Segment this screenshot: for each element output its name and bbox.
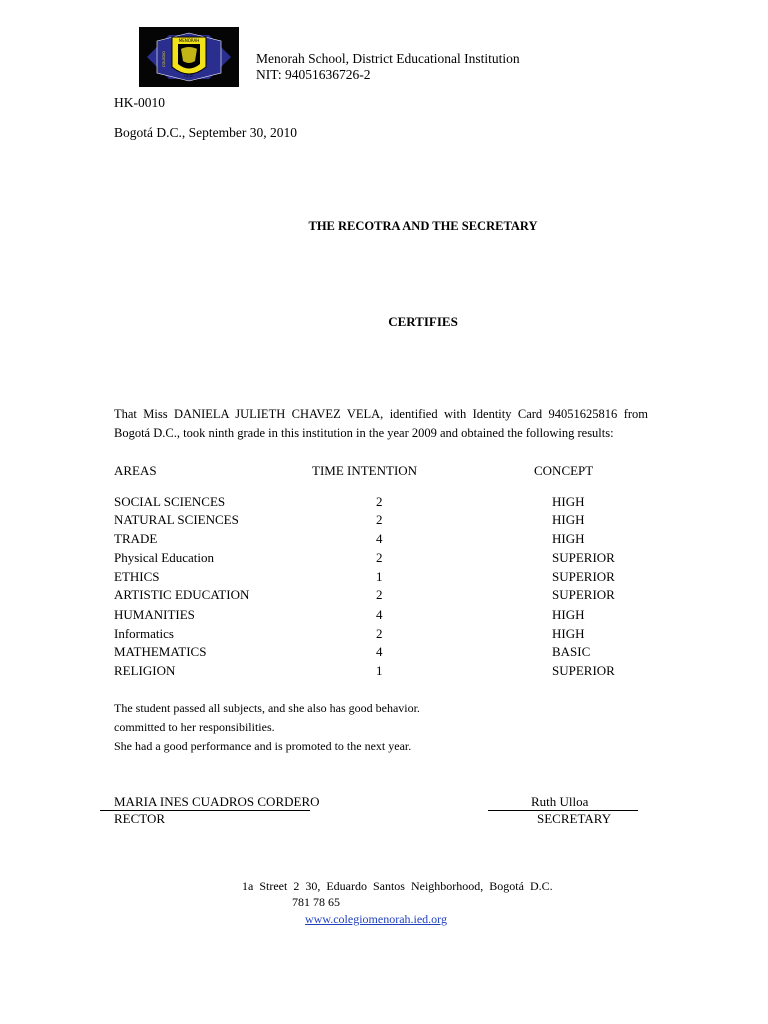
school-logo bbox=[139, 27, 239, 87]
table-row bbox=[114, 626, 674, 645]
concept-cell: HIGH bbox=[552, 512, 585, 527]
concept-cell: SUPERIOR bbox=[552, 663, 615, 678]
table-row bbox=[114, 644, 674, 663]
column-header-areas: AREAS bbox=[114, 463, 157, 478]
time-cell: 1 bbox=[376, 663, 383, 678]
closing-line-3: She had a good performance and is promoted to the next year. bbox=[114, 739, 412, 753]
concept-cell: HIGH bbox=[552, 607, 585, 622]
area-cell: Informatics bbox=[114, 626, 174, 641]
area-cell: ETHICS bbox=[114, 569, 160, 584]
table-row bbox=[114, 607, 674, 626]
table-row bbox=[114, 663, 674, 682]
footer-website-link[interactable]: www.colegiomenorah.ied.org bbox=[305, 912, 447, 926]
time-cell: 1 bbox=[376, 569, 383, 584]
concept-cell: SUPERIOR bbox=[552, 569, 615, 584]
concept-cell: SUPERIOR bbox=[552, 587, 615, 602]
area-cell: ARTISTIC EDUCATION bbox=[114, 587, 250, 602]
secretary-name: Ruth Ulloa bbox=[531, 794, 589, 809]
time-cell: 2 bbox=[376, 494, 383, 509]
rector-name: MARIA INES CUADROS CORDERO bbox=[114, 794, 320, 809]
closing-line-2: committed to her responsibilities. bbox=[114, 720, 275, 734]
school-crest-icon bbox=[139, 27, 239, 87]
school-name: Menorah School, District Educational Institution bbox=[256, 51, 520, 66]
closing-line-1: The student passed all subjects, and she also has good behavior. bbox=[114, 701, 420, 715]
document-title: THE RECOTRA AND THE SECRETARY bbox=[308, 219, 538, 233]
area-cell: MATHEMATICS bbox=[114, 644, 207, 659]
footer-address: 1a Street 2 30, Eduardo Santos Neighborhood, Bogotá D.C. bbox=[242, 879, 553, 893]
concept-cell: BASIC bbox=[552, 644, 591, 659]
area-cell: RELIGION bbox=[114, 663, 176, 678]
rector-role: RECTOR bbox=[114, 811, 166, 826]
table-row bbox=[114, 494, 674, 513]
time-cell: 2 bbox=[376, 512, 383, 527]
date-line: Bogotá D.C., September 30, 2010 bbox=[114, 125, 297, 140]
table-row bbox=[114, 512, 674, 531]
school-nit: NIT: 94051636726-2 bbox=[256, 67, 371, 82]
logo-text-top: MENORAH bbox=[178, 38, 200, 43]
secretary-role: SECRETARY bbox=[537, 811, 612, 826]
logo-text-left: COLEGIO bbox=[162, 51, 166, 67]
time-cell: 2 bbox=[376, 550, 383, 565]
area-cell: NATURAL SCIENCES bbox=[114, 512, 239, 527]
table-row bbox=[114, 531, 674, 550]
table-row bbox=[114, 587, 674, 606]
letterhead bbox=[256, 51, 520, 83]
table-row bbox=[114, 569, 674, 588]
concept-cell: SUPERIOR bbox=[552, 550, 615, 565]
results-table-header bbox=[114, 463, 674, 482]
concept-cell: HIGH bbox=[552, 494, 585, 509]
column-header-concept: CONCEPT bbox=[534, 463, 594, 478]
area-cell: SOCIAL SCIENCES bbox=[114, 494, 226, 509]
time-cell: 4 bbox=[376, 531, 383, 546]
area-cell: HUMANITIES bbox=[114, 607, 195, 622]
concept-cell: HIGH bbox=[552, 626, 585, 641]
time-cell: 2 bbox=[376, 626, 383, 641]
area-cell: TRADE bbox=[114, 531, 158, 546]
certificate-body: That Miss DANIELA JULIETH CHAVEZ VELA, identified with Identity Card 94051625816 from Bogotá D.C., took ninth grade in this institution in the year 2009 and obtained the following results: bbox=[114, 407, 648, 440]
area-cell: Physical Education bbox=[114, 550, 215, 565]
logo-text-bottom: I.E.D. bbox=[184, 74, 194, 78]
time-cell: 4 bbox=[376, 607, 383, 622]
reference-code: HK-0010 bbox=[114, 95, 165, 110]
time-cell: 2 bbox=[376, 587, 383, 602]
time-cell: 4 bbox=[376, 644, 383, 659]
concept-cell: HIGH bbox=[552, 531, 585, 546]
document-subtitle: CERTIFIES bbox=[388, 314, 458, 329]
table-row bbox=[114, 550, 674, 569]
footer-phone: 781 78 65 bbox=[292, 895, 340, 909]
column-header-time: TIME INTENTION bbox=[312, 463, 418, 478]
